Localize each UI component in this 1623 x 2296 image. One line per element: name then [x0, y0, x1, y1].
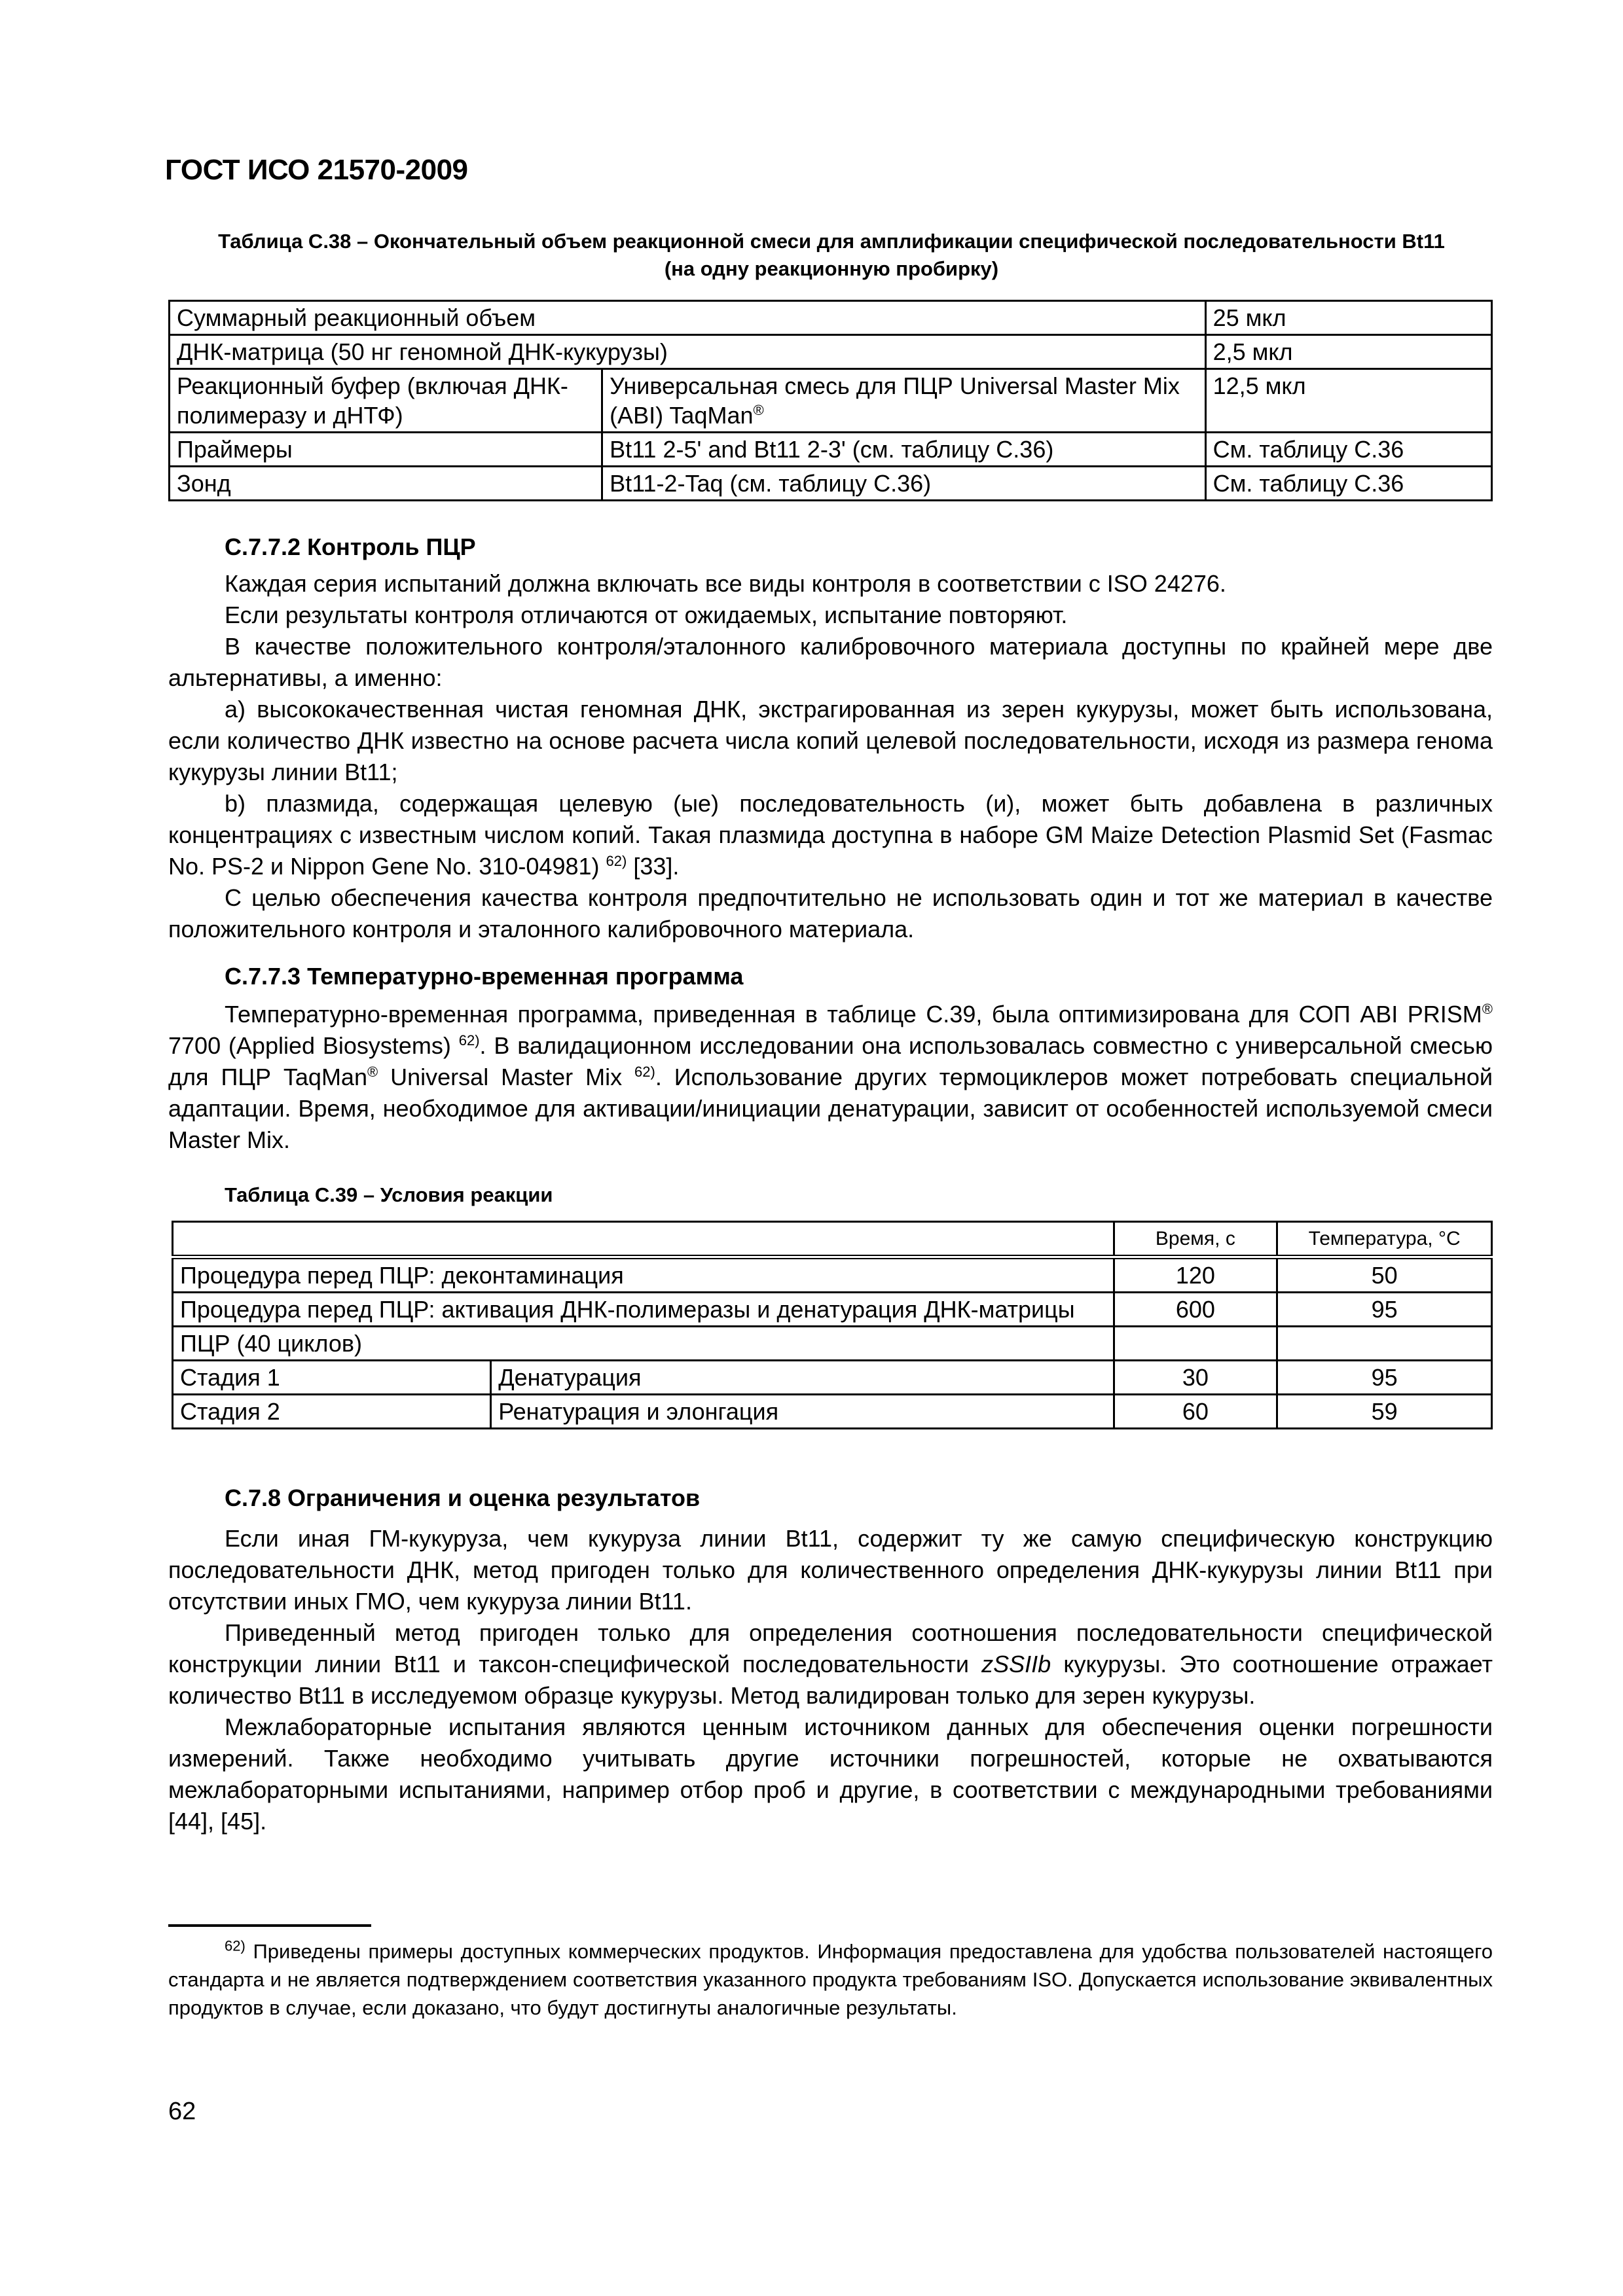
- paragraph: [168, 788, 1493, 882]
- footnote-ref: 62): [606, 853, 627, 869]
- paragraph: [168, 999, 1493, 1156]
- table-header-row: [173, 1222, 1492, 1257]
- table-cell: 59: [1277, 1395, 1492, 1429]
- registered-mark: ®: [753, 402, 764, 418]
- table-cell: Праймеры: [170, 433, 602, 467]
- table-cell: Стадия 1: [173, 1361, 491, 1395]
- column-header-time: Время, с: [1114, 1222, 1277, 1257]
- paragraph: Каждая серия испытаний должна включать все виды контроля в соответствии с ISO 24276.: [225, 570, 1226, 597]
- text: кукурузы. Это соотношение отражает количество Bt11 в исследуемом образце кукурузы. Метод валидирован только для зерен кукурузы.: [168, 1651, 1493, 1709]
- section-c772: [168, 531, 1493, 945]
- table-row: [170, 369, 1492, 433]
- table-c38: [168, 300, 1493, 501]
- table-cell: Процедура перед ПЦР: деконтаминация: [173, 1257, 1114, 1293]
- footnote-marker: 62): [225, 1937, 246, 1954]
- table-cell: 60: [1114, 1395, 1277, 1429]
- table-cell: [173, 1222, 1114, 1257]
- paragraph: В качестве положительного контроля/эталонного калибровочного материала доступны по крайней мере две альтернативы, а именно:: [168, 633, 1493, 691]
- table-row: [173, 1257, 1492, 1293]
- footnote-text: [168, 1937, 1493, 2022]
- text: . В валидационном исследовании она использовалась совместно с универсальной смесью для ПЦР TaqMan: [168, 1032, 1493, 1090]
- text: Приведены примеры доступных коммерческих продуктов. Информация предоставлена для удобства пользователей настоящего стандарта и не является подтверждением соответствия указанного продукта требованиям ISO. Допускается использование эквивалентных продуктов в случае, если доказано, что будут достигнуты аналогичные результаты.: [168, 1940, 1493, 2019]
- gene-name: zSSIIb: [981, 1651, 1051, 1677]
- table-cell: Суммарный реакционный объем: [170, 301, 1206, 335]
- table-cell: ПЦР (40 циклов): [173, 1327, 1114, 1361]
- cell-text: Универсальная смесь для ПЦР Universal Master Mix (ABI) TaqMan: [610, 372, 1180, 429]
- paragraph: a) высококачественная чистая геномная ДНК, экстрагированная из зерен кукурузы, может быть использована, если количество ДНК известно на основе расчета числа копий целевой последовательности, исходя из размера генома кукурузы линии Bt11;: [168, 696, 1493, 785]
- table-cell: ДНК-матрица (50 нг геномной ДНК-кукурузы): [170, 335, 1206, 369]
- table-row: [173, 1327, 1492, 1361]
- text: [33].: [627, 853, 680, 880]
- table-cell: 95: [1277, 1293, 1492, 1327]
- table-c38-caption: Таблица С.38 – Окончательный объем реакционной смеси для амплификации специфической последовательности Bt11 (на одну реакционную пробирку): [218, 230, 1445, 280]
- section-heading: С.7.7.2 Контроль ПЦР: [225, 533, 476, 560]
- table-cell: 600: [1114, 1293, 1277, 1327]
- table-c39-caption: Таблица С.39 – Условия реакции: [225, 1183, 553, 1206]
- table-row: [170, 301, 1492, 335]
- table-cell: Денатурация: [491, 1361, 1114, 1395]
- table-cell: 50: [1277, 1257, 1492, 1293]
- table-cell: 120: [1114, 1257, 1277, 1293]
- column-header-temperature: Температура, °С: [1277, 1222, 1492, 1257]
- registered-mark: ®: [1482, 1001, 1493, 1017]
- text: 7700 (Applied Biosystems): [168, 1032, 459, 1059]
- footnote-ref: 62): [634, 1064, 655, 1080]
- paragraph: [168, 1617, 1493, 1712]
- table-row: [170, 335, 1492, 369]
- section-c773: [168, 961, 1493, 1156]
- section-heading: С.7.7.3 Температурно-временная программа: [225, 963, 744, 990]
- section-heading: С.7.8 Ограничения и оценка результатов: [225, 1484, 701, 1511]
- table-cell: 30: [1114, 1361, 1277, 1395]
- registered-mark: ®: [367, 1064, 378, 1080]
- table-cell: Зонд: [170, 467, 602, 501]
- text: Universal Master Mix: [378, 1064, 635, 1090]
- table-row: [173, 1395, 1492, 1429]
- document-id-header: ГОСТ ИСО 21570-2009: [165, 154, 468, 186]
- text: b) плазмида, содержащая целевую (ые) последовательность (и), может быть добавлена в различных концентрациях с известным числом копий. Такая плазмида доступна в наборе GM Maize Detection Plasmid Set (Fasmac No. PS-2 и Nippon Gene No. 310-04981): [168, 790, 1493, 880]
- footnote-ref: 62): [458, 1032, 480, 1049]
- table-cell: Стадия 2: [173, 1395, 491, 1429]
- text: Приведенный метод пригоден только для определения соотношения последовательности специфической конструкции линии Bt11 и таксон-специфической последовательности: [168, 1619, 1493, 1677]
- paragraph: С целью обеспечения качества контроля предпочтительно не использовать один и тот же материал в качестве положительного контроля и эталонного калибровочного материала.: [168, 884, 1493, 942]
- paragraph: Межлабораторные испытания являются ценным источником данных для обеспечения оценки погрешности измерений. Также необходимо учитывать другие источники погрешностей, которые не охватываются межлабораторными испытаниями, например отбор проб и другие, в соответствии с международными требованиями [44], [45].: [168, 1713, 1493, 1835]
- table-row: [173, 1361, 1492, 1395]
- table-cell: См. таблицу С.36: [1205, 433, 1491, 467]
- table-row: [170, 433, 1492, 467]
- page-number: 62: [168, 2098, 196, 2125]
- table-cell: [602, 369, 1206, 433]
- section-c78: [168, 1482, 1493, 1837]
- table-cell: 12,5 мкл: [1205, 369, 1491, 433]
- table-cell: Реакционный буфер (включая ДНК-полимеразу и дНТФ): [170, 369, 602, 433]
- paragraph: Если результаты контроля отличаются от ожидаемых, испытание повторяют.: [225, 601, 1068, 628]
- table-cell: 95: [1277, 1361, 1492, 1395]
- table-c39: [172, 1221, 1493, 1429]
- table-cell: 25 мкл: [1205, 301, 1491, 335]
- table-cell: Ренатурация и элонгация: [491, 1395, 1114, 1429]
- table-cell: Процедура перед ПЦР: активация ДНК-полимеразы и денатурация ДНК-матрицы: [173, 1293, 1114, 1327]
- table-row: [173, 1293, 1492, 1327]
- footnote: [168, 1937, 1493, 2022]
- paragraph: Если иная ГМ-кукуруза, чем кукуруза линии Bt11, содержит ту же самую специфическую конструкцию последовательности ДНК, метод пригоден только для количественного определения ДНК-кукурузы линии Bt11 при отсутствии иных ГМО, чем кукуруза линии Bt11.: [168, 1525, 1493, 1615]
- table-cell: Bt11 2-5' and Bt11 2-3' (см. таблицу С.36): [602, 433, 1206, 467]
- table-row: [170, 467, 1492, 501]
- text: Температурно-временная программа, приведенная в таблице С.39, была оптимизирована для СОП ABI PRISM: [225, 1001, 1482, 1028]
- text: . Использование других термоциклеров может потребовать специальной адаптации. Время, необходимое для активации/инициации денатурации, зависит от особенностей используемой смеси Master Mix.: [168, 1064, 1493, 1153]
- table-cell: 2,5 мкл: [1205, 335, 1491, 369]
- table-cell: Bt11-2-Taq (см. таблицу С.36): [602, 467, 1206, 501]
- table-cell: См. таблицу С.36: [1205, 467, 1491, 501]
- table-cell: [1114, 1327, 1277, 1361]
- footnote-divider: [168, 1924, 371, 1927]
- table-cell: [1277, 1327, 1492, 1361]
